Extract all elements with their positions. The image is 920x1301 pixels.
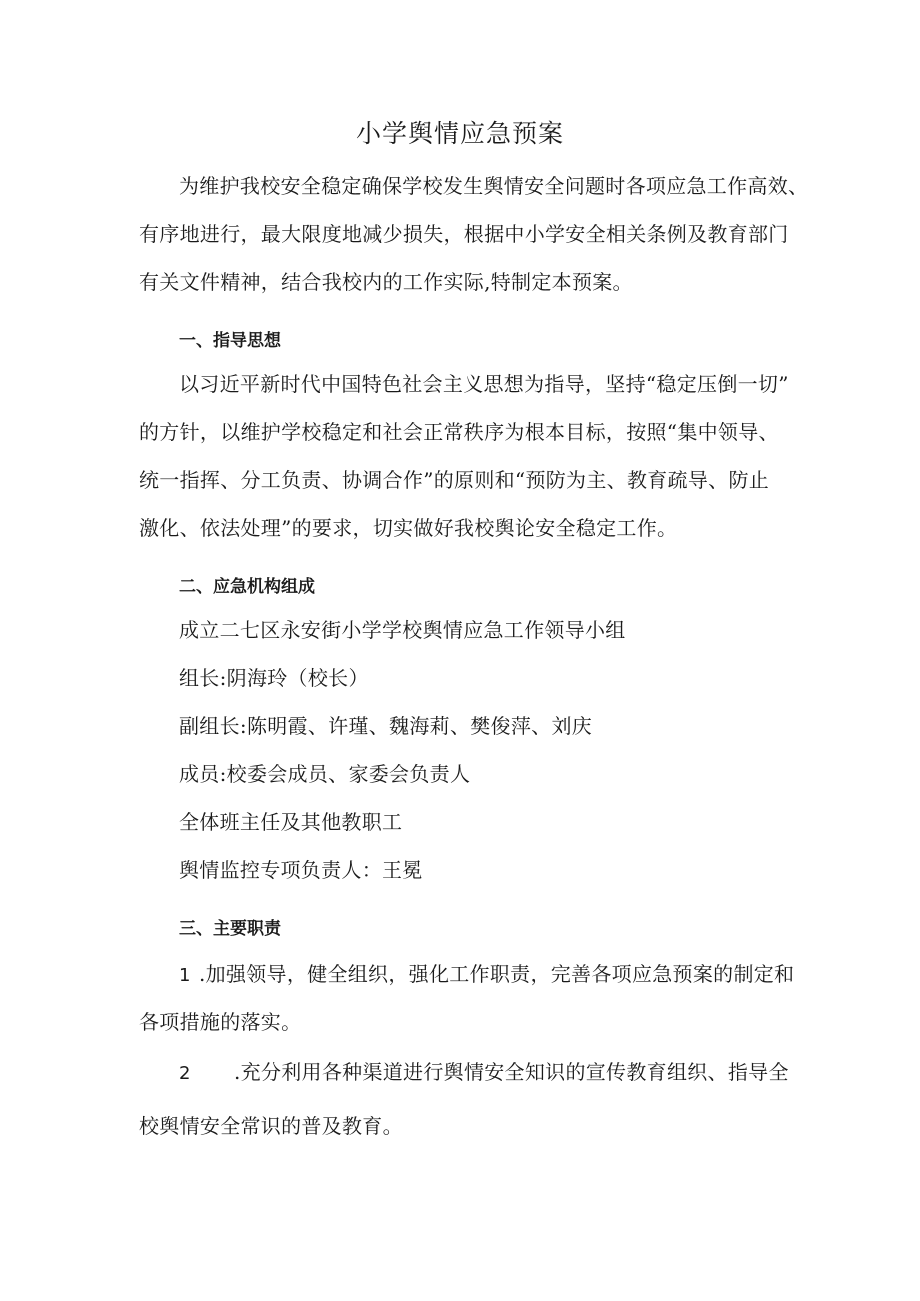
duty-item-1-text: .加强领导，健全组织，强化工作职责，完善各项应急预案的制定和 [199, 962, 795, 986]
duty-item-2-number: 2 [179, 1063, 191, 1084]
section2-line-1: 成立二七区永安街小学学校舆情应急工作领导小组 [179, 618, 626, 642]
duty-item-1 [179, 958, 794, 987]
section1-line-4: 激化、依法处理”的要求，切实做好我校舆论安全稳定工作。 [139, 516, 678, 540]
section2-line-2: 组长:阴海玲（校长） [179, 666, 369, 690]
section1-line-3: 统一指挥、分工负责、协调合作”的原则和“预防为主、教育疏导、防止 [139, 468, 770, 492]
section-heading-guiding-ideology: 一、指导思想 [179, 331, 281, 351]
section1-line-2: 的方针，以维护学校稳定和社会正常秩序为根本目标，按照“集中领导、 [139, 420, 779, 444]
section2-line-5: 全体班主任及其他教职工 [179, 810, 403, 834]
intro-line-3: 有关文件精神，结合我校内的工作实际,特制定本预案。 [139, 270, 633, 294]
section1-line-1: 以习近平新时代中国特色社会主义思想为指导，坚持“稳定压倒一切” [179, 372, 789, 396]
section-heading-emergency-organization: 二、应急机构组成 [179, 577, 315, 597]
section2-line-3: 副组长:陈明霞、许瑾、魏海莉、樊俊萍、刘庆 [179, 714, 593, 738]
duty-item-1-number: 1 [179, 965, 191, 986]
duty-item-1-continued: 各项措施的落实。 [139, 1010, 302, 1034]
duty-item-2 [179, 1056, 789, 1085]
intro-line-1: 为维护我校安全稳定确保学校发生舆情安全问题时各项应急工作高效、 [179, 174, 809, 198]
section2-line-4: 成员:校委会成员、家委会负责人 [179, 762, 471, 786]
duty-item-2-text: .充分利用各种渠道进行舆情安全知识的宣传教育组织、指导全 [234, 1060, 789, 1084]
document-title: 小学舆情应急预案 [355, 119, 564, 148]
duty-item-2-continued: 校舆情安全常识的普及教育。 [139, 1114, 403, 1138]
intro-line-2: 有序地进行，最大限度地减少损失，根据中小学安全相关条例及教育部门 [139, 222, 789, 246]
section2-line-6: 舆情监控专项负责人：王冕 [179, 858, 423, 882]
section-heading-main-duties: 三、主要职责 [179, 919, 281, 939]
